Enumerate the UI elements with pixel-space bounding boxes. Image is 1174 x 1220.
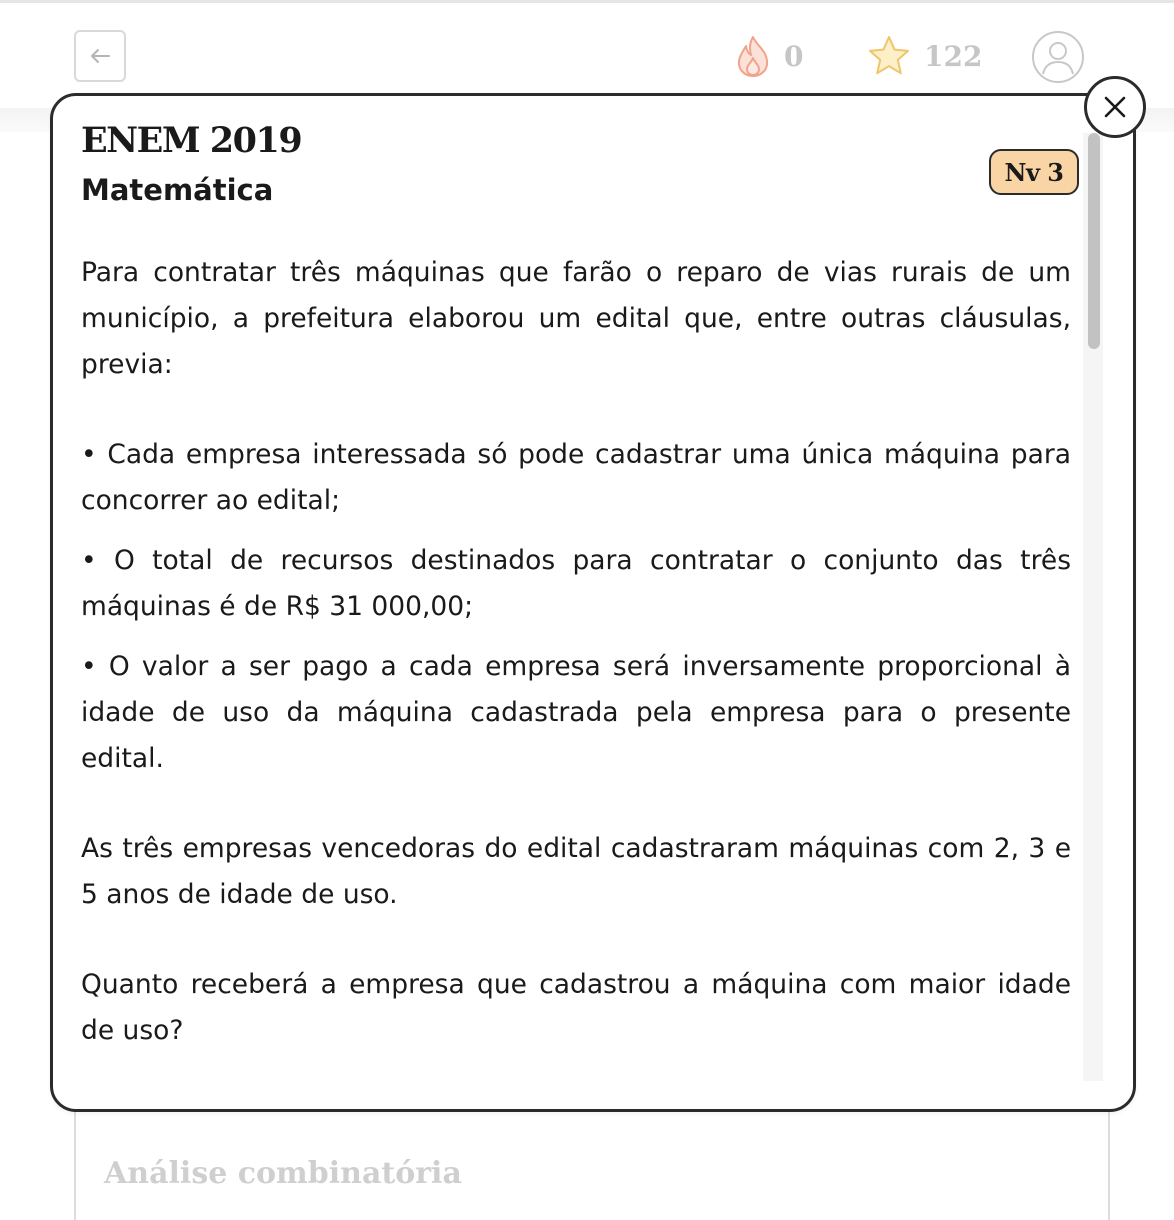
topic-card-title: Análise combinatória: [104, 1156, 462, 1191]
back-button[interactable]: [74, 30, 126, 82]
top-divider: [0, 0, 1174, 3]
level-badge: Nv 3: [989, 149, 1079, 195]
streak-counter: [734, 30, 803, 82]
subject-label: Matemática: [81, 173, 274, 207]
clause-item: • O valor a ser pago a cada empresa será inversamente proporcional à idade de uso da máquina cadastrada pela empresa para o presente edital.: [81, 651, 1071, 774]
exam-title: ENEM 2019: [81, 120, 302, 161]
streak-value: 0: [784, 39, 804, 73]
user-avatar-icon: [1031, 30, 1085, 84]
stars-value: 122: [924, 39, 983, 73]
profile-avatar-button[interactable]: [1031, 30, 1085, 84]
scrollbar-thumb[interactable]: [1088, 133, 1100, 349]
close-button[interactable]: [1084, 76, 1146, 138]
clause-item: • O total de recursos destinados para contratar o conjunto das três máquinas é de R$ 31 000,00;: [81, 545, 1071, 622]
stars-counter: [866, 30, 982, 82]
close-icon: [1103, 95, 1127, 119]
question-paragraph: As três empresas vencedoras do edital cadastraram máquinas com 2, 3 e 5 anos de idade de uso.: [81, 833, 1071, 910]
arrow-left-icon: [89, 48, 111, 64]
flame-icon: [734, 34, 772, 78]
question-text: [81, 250, 1071, 1054]
star-icon: [866, 34, 912, 78]
question-prompt: Quanto receberá a empresa que cadastrou a máquina com maior idade de uso?: [81, 969, 1071, 1046]
clause-item: • Cada empresa interessada só pode cadastrar uma única máquina para concorrer ao edital;: [81, 439, 1071, 516]
question-paragraph: Para contratar três máquinas que farão o reparo de vias rurais de um município, a prefeitura elaborou um edital que, entre outras cláusulas, previa:: [81, 257, 1071, 380]
